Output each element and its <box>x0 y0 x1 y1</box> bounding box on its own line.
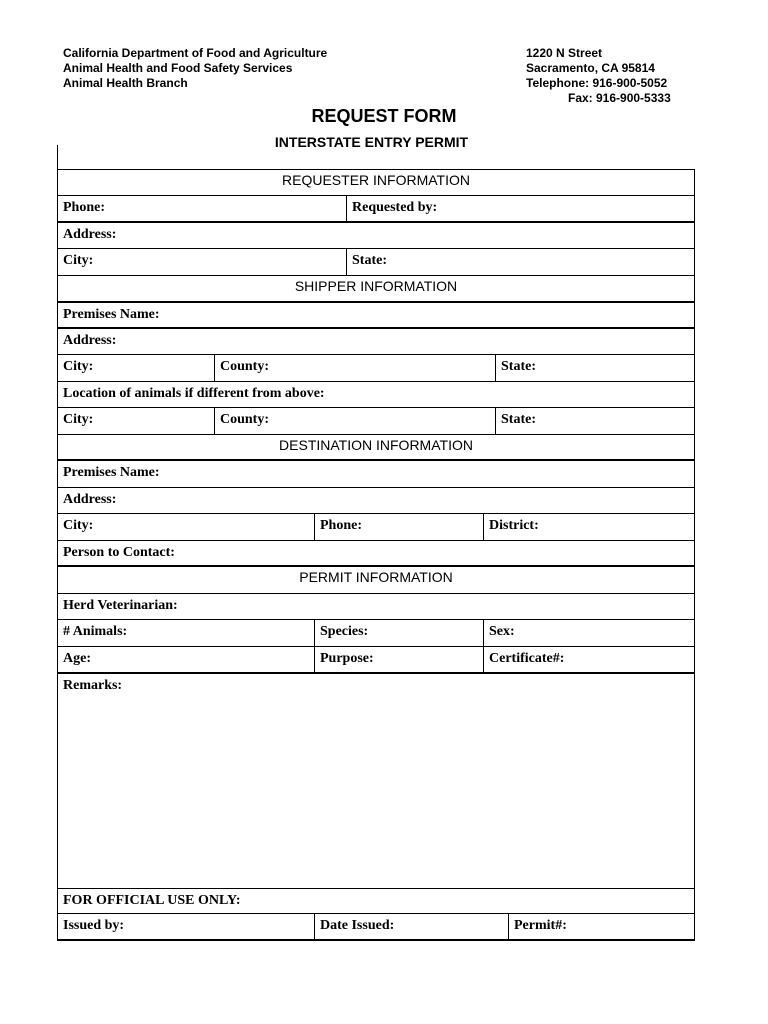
official-use-heading: FOR OFFICIAL USE ONLY: <box>63 893 241 908</box>
requester-address-row <box>57 223 695 249</box>
telephone-line: Telephone: 916-900-5052 <box>526 76 668 90</box>
remarks-field[interactable]: Remarks: <box>63 678 123 693</box>
requester-address-field[interactable]: Address: <box>63 227 117 242</box>
requester-state-field[interactable]: State: <box>346 249 694 275</box>
remarks-row <box>57 674 695 889</box>
date-issued-field[interactable]: Date Issued: <box>314 914 508 939</box>
person-to-contact-field[interactable]: Person to Contact: <box>63 545 175 560</box>
age-row <box>57 647 695 674</box>
shipper-city-row <box>57 355 695 382</box>
requester-section-heading: REQUESTER INFORMATION <box>57 169 695 196</box>
destination-city-row <box>57 514 695 541</box>
contact-header <box>526 46 671 106</box>
form-title: REQUEST FORM <box>311 106 457 126</box>
destination-address-row <box>57 488 695 514</box>
animal-location-state-field[interactable]: State: <box>495 408 694 434</box>
sex-field[interactable]: Sex: <box>483 620 694 646</box>
purpose-field[interactable]: Purpose: <box>314 647 483 672</box>
fax-line: Fax: 916-900-5333 <box>568 91 671 105</box>
animal-location-city-row <box>57 408 695 435</box>
shipper-state-field[interactable]: State: <box>495 355 694 381</box>
form-subtitle: INTERSTATE ENTRY PERMIT <box>274 134 469 150</box>
animal-location-row <box>57 382 695 408</box>
requester-city-field[interactable]: City: <box>63 253 94 268</box>
certificate-field[interactable]: Certificate#: <box>483 647 694 672</box>
animals-row <box>57 620 695 647</box>
shipper-premises-name-field[interactable]: Premises Name: <box>63 307 160 322</box>
permit-section-heading: PERMIT INFORMATION <box>57 567 695 594</box>
destination-premises-row <box>57 461 695 488</box>
shipper-premises-row <box>57 303 695 329</box>
organization-header <box>63 46 327 91</box>
herd-veterinarian-field[interactable]: Herd Veterinarian: <box>63 598 178 613</box>
org-line-2: Animal Health and Food Safety Services <box>63 61 293 75</box>
requested-by-field[interactable]: Requested by: <box>346 196 694 221</box>
destination-district-field[interactable]: District: <box>483 514 694 540</box>
permit-number-field[interactable]: Permit#: <box>508 914 694 939</box>
animal-location-field[interactable]: Location of animals if different from above: <box>63 386 325 401</box>
address-line-2: Sacramento, CA 95814 <box>526 61 655 75</box>
shipper-city-field[interactable]: City: <box>63 359 94 374</box>
request-form-table <box>57 169 695 941</box>
org-line-1: California Department of Food and Agriculture <box>63 46 328 60</box>
requester-city-row <box>57 249 695 276</box>
destination-city-field[interactable]: City: <box>63 518 94 533</box>
issued-by-field[interactable]: Issued by: <box>63 918 125 933</box>
destination-section-heading: DESTINATION INFORMATION <box>57 435 695 461</box>
destination-contact-row <box>57 541 695 567</box>
issued-row <box>57 914 695 941</box>
species-field[interactable]: Species: <box>314 620 483 646</box>
animals-count-field[interactable]: # Animals: <box>63 624 128 639</box>
age-field[interactable]: Age: <box>63 651 91 666</box>
shipper-section-heading: SHIPPER INFORMATION <box>57 276 695 303</box>
destination-premises-name-field[interactable]: Premises Name: <box>63 465 160 480</box>
herd-veterinarian-row <box>57 594 695 620</box>
org-line-3: Animal Health Branch <box>63 76 188 90</box>
address-line-1: 1220 N Street <box>526 46 603 60</box>
official-use-row <box>57 889 695 914</box>
destination-phone-field[interactable]: Phone: <box>314 514 483 540</box>
requester-phone-row <box>57 196 695 223</box>
requester-phone-field[interactable]: Phone: <box>63 200 105 215</box>
animal-location-county-field[interactable]: County: <box>214 408 495 434</box>
destination-address-field[interactable]: Address: <box>63 492 117 507</box>
left-rule <box>57 145 58 169</box>
shipper-address-field[interactable]: Address: <box>63 333 117 348</box>
shipper-address-row <box>57 329 695 355</box>
animal-location-city-field[interactable]: City: <box>63 412 94 427</box>
shipper-county-field[interactable]: County: <box>214 355 495 381</box>
